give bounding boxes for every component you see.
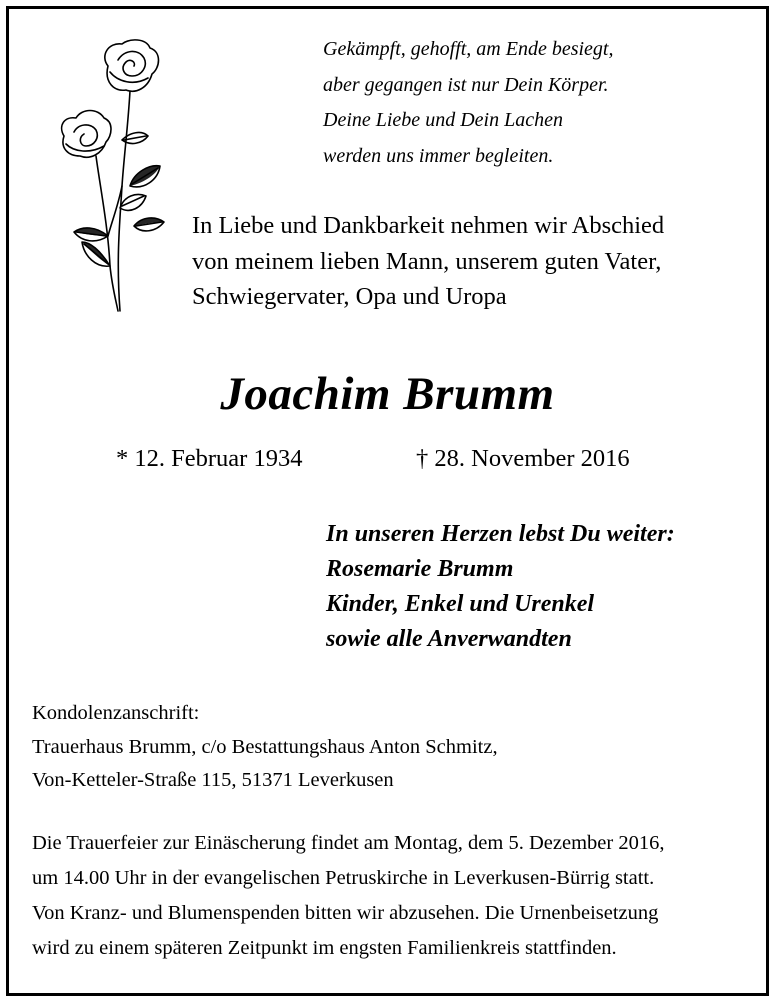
death-date: † 28. November 2016 [416,445,630,472]
notice-line: um 14.00 Uhr in der evangelischen Petruskirche in Leverkusen-Bürrig statt. [32,867,655,889]
intro-line: In Liebe und Dankbarkeit nehmen wir Abschied [192,212,665,239]
mourners-line: sowie alle Anverwandten [326,626,572,652]
address-label: Kondolenzanschrift: [32,702,200,724]
poem-line: Gekämpft, gehofft, am Ende besiegt, [323,38,614,60]
poem [323,32,614,174]
mourners-line: Rosemarie Brumm [326,556,514,582]
intro-line: von meinem lieben Mann, unserem guten Vater, [192,247,662,275]
deceased-name: Joachim Brumm [220,368,555,420]
rose-icon [38,36,178,316]
address-line: Trauerhaus Brumm, c/o Bestattungshaus Anton Schmitz, [32,735,498,758]
funeral-notice [32,826,664,966]
poem-line: Deine Liebe und Dein Lachen [323,109,563,131]
intro-text [192,208,664,315]
mourners-line: Kinder, Enkel und Urenkel [326,591,595,617]
address-line: Von-Ketteler-Straße 115, 51371 Leverkusen [32,769,394,791]
birth-date: * 12. Februar 1934 [116,445,303,472]
notice-line: Die Trauerfeier zur Einäscherung findet am Montag, dem 5. Dezember 2016, [32,832,665,854]
notice-line: Von Kranz- und Blumenspenden bitten wir abzusehen. Die Urnenbeisetzung [32,902,659,924]
poem-line: werden uns immer begleiten. [323,144,554,167]
notice-line: wird zu einem späteren Zeitpunkt im engsten Familienkreis stattfinden. [32,937,617,959]
mourners [326,517,675,657]
condolence-address [32,697,498,798]
intro-line: Schwiegervater, Opa und Uropa [192,283,507,310]
mourners-line: In unseren Herzen lebst Du weiter: [326,521,675,547]
poem-line: aber gegangen ist nur Dein Körper. [323,73,609,96]
